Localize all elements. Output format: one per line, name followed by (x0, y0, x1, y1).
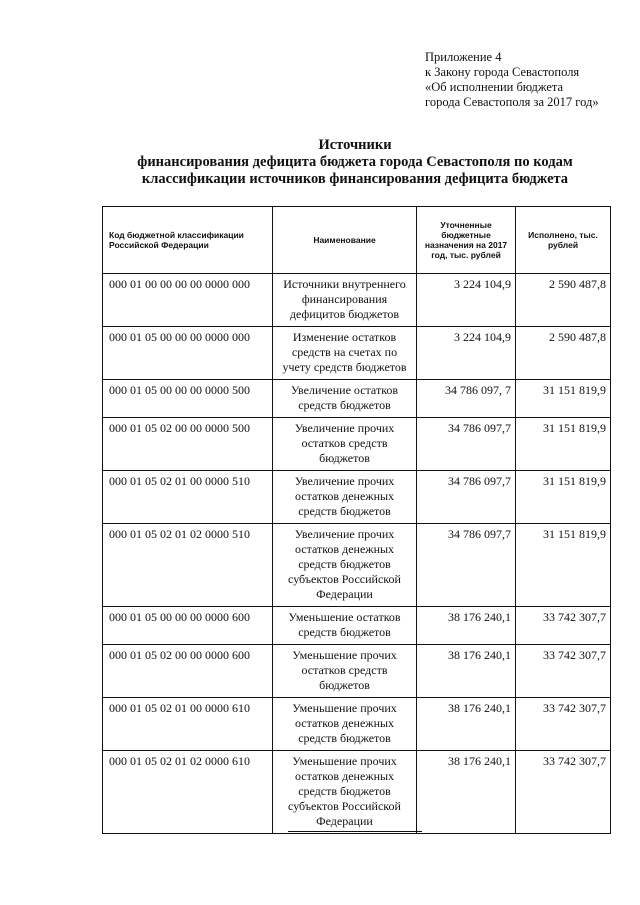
cell-planned: 34 786 097,7 (417, 524, 516, 607)
header-executed: Исполнено, тыс. рублей (516, 207, 611, 274)
appendix-line: «Об исполнении бюджета (425, 80, 564, 94)
cell-name: Уменьшение остатков средств бюджетов (273, 607, 417, 645)
financing-sources-table (102, 206, 611, 834)
cell-planned: 38 176 240,1 (417, 698, 516, 751)
cell-code: 000 01 05 02 00 00 0000 500 (103, 418, 273, 471)
cell-code: 000 01 05 02 01 00 0000 610 (103, 698, 273, 751)
cell-planned: 3 224 104,9 (417, 274, 516, 327)
table-row (103, 645, 611, 698)
cell-code: 000 01 05 00 00 00 0000 000 (103, 327, 273, 380)
cell-executed: 33 742 307,7 (516, 645, 611, 698)
table-row (103, 698, 611, 751)
cell-code: 000 01 05 02 01 02 0000 610 (103, 751, 273, 834)
appendix-note (425, 50, 599, 110)
table-row (103, 751, 611, 834)
cell-planned: 38 176 240,1 (417, 645, 516, 698)
cell-code: 000 01 05 02 01 02 0000 510 (103, 524, 273, 607)
cell-planned: 38 176 240,1 (417, 751, 516, 834)
cell-planned: 34 786 097, 7 (417, 380, 516, 418)
title-line: финансирования дефицита бюджета города Севастополя по кодам (137, 154, 573, 170)
table-row (103, 327, 611, 380)
cell-executed: 31 151 819,9 (516, 524, 611, 607)
table-row (103, 471, 611, 524)
cell-name: Уменьшение прочих остатков денежных средств бюджетов субъектов Российской Федерации (273, 751, 417, 834)
title-line: Источники (318, 137, 392, 153)
cell-name: Увеличение прочих остатков денежных средств бюджетов субъектов Российской Федерации (273, 524, 417, 607)
cell-planned: 3 224 104,9 (417, 327, 516, 380)
cell-code: 000 01 05 00 00 00 0000 500 (103, 380, 273, 418)
cell-planned: 34 786 097,7 (417, 471, 516, 524)
cell-name: Увеличение остатков средств бюджетов (273, 380, 417, 418)
table-row (103, 380, 611, 418)
cell-code: 000 01 05 02 01 00 0000 510 (103, 471, 273, 524)
table-row (103, 607, 611, 645)
appendix-line: к Закону города Севастополя (425, 65, 580, 79)
table-header-row (103, 207, 611, 274)
title-line: классификации источников финансирования дефицита бюджета (141, 171, 569, 187)
appendix-line: города Севастополя за 2017 год» (425, 95, 599, 109)
appendix-line: Приложение 4 (425, 50, 502, 64)
cell-code: 000 01 05 02 00 00 0000 600 (103, 645, 273, 698)
header-code: Код бюджетной классификации Российской Федерации (103, 207, 273, 274)
cell-executed: 33 742 307,7 (516, 751, 611, 834)
cell-executed: 31 151 819,9 (516, 380, 611, 418)
cell-executed: 2 590 487,8 (516, 274, 611, 327)
table-row (103, 418, 611, 471)
cell-executed: 31 151 819,9 (516, 471, 611, 524)
closing-rule (288, 831, 422, 832)
cell-executed: 33 742 307,7 (516, 607, 611, 645)
cell-name: Уменьшение прочих остатков денежных средств бюджетов (273, 698, 417, 751)
cell-code: 000 01 05 00 00 00 0000 600 (103, 607, 273, 645)
cell-planned: 34 786 097,7 (417, 418, 516, 471)
cell-name: Уменьшение прочих остатков средств бюджетов (273, 645, 417, 698)
document-title (100, 137, 610, 188)
cell-code: 000 01 00 00 00 00 0000 000 (103, 274, 273, 327)
cell-executed: 31 151 819,9 (516, 418, 611, 471)
table-row (103, 524, 611, 607)
header-planned: Уточненные бюджетные назначения на 2017 год, тыс. рублей (417, 207, 516, 274)
cell-executed: 2 590 487,8 (516, 327, 611, 380)
table-row (103, 274, 611, 327)
cell-planned: 38 176 240,1 (417, 607, 516, 645)
cell-name: Увеличение прочих остатков денежных средств бюджетов (273, 471, 417, 524)
cell-name: Изменение остатков средств на счетах по учету средств бюджетов (273, 327, 417, 380)
header-name: Наименование (273, 207, 417, 274)
cell-name: Источники внутреннего финансирования дефицитов бюджетов (273, 274, 417, 327)
cell-name: Увеличение прочих остатков средств бюджетов (273, 418, 417, 471)
cell-executed: 33 742 307,7 (516, 698, 611, 751)
